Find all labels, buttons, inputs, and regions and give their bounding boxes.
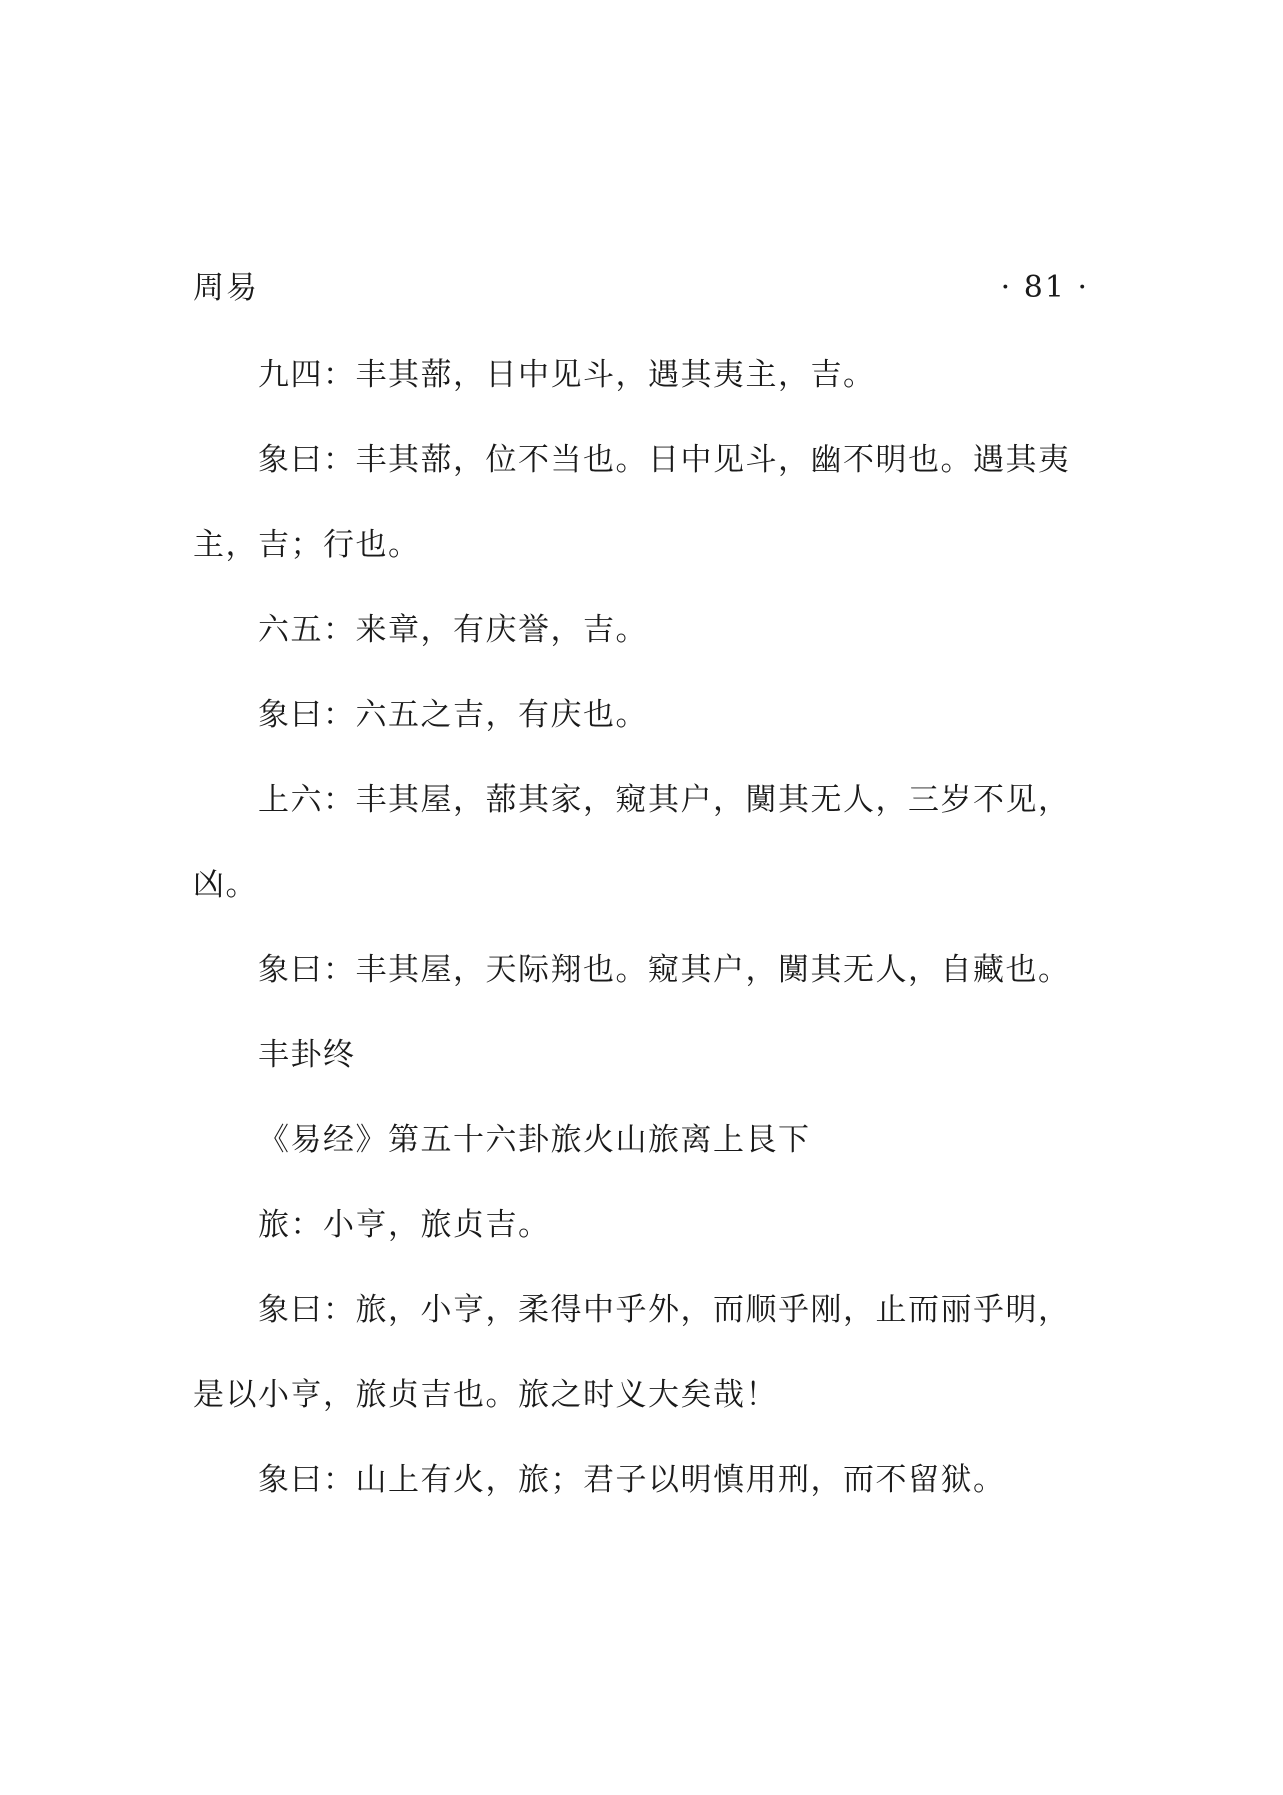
text-line: 《易经》第五十六卦旅火山旅离上艮下 bbox=[258, 1122, 811, 1158]
text-line: 象曰：山上有火，旅；君子以明慎用刑，而不留狱。 bbox=[258, 1462, 1006, 1498]
text-line: 象曰：丰其蔀，位不当也。日中见斗，幽不明也。遇其夷 bbox=[258, 442, 1071, 478]
text-line: 象曰：旅，小亨，柔得中乎外，而顺乎刚，止而丽乎明， bbox=[258, 1292, 1071, 1328]
text-line: 旅：小亨，旅贞吉。 bbox=[258, 1207, 551, 1243]
text-line: 凶。 bbox=[193, 867, 258, 903]
text-line: 象曰：丰其屋，天际翔也。窥其户，闃其无人，自藏也。 bbox=[258, 952, 1071, 988]
text-line: 象曰：六五之吉，有庆也。 bbox=[258, 697, 648, 733]
text-line: 九四：丰其蔀，日中见斗，遇其夷主，吉。 bbox=[258, 357, 876, 393]
page-number: · 81 · bbox=[1000, 270, 1089, 305]
text-line: 丰卦终 bbox=[258, 1037, 356, 1073]
text-line: 上六：丰其屋，蔀其家，窥其户，闃其无人，三岁不见， bbox=[258, 782, 1071, 818]
text-line: 六五：来章，有庆誉，吉。 bbox=[258, 612, 648, 648]
text-line: 主，吉；行也。 bbox=[193, 527, 421, 563]
running-title: 周易 bbox=[193, 270, 259, 306]
text-line: 是以小亨，旅贞吉也。旅之时义大矣哉！ bbox=[193, 1377, 778, 1413]
